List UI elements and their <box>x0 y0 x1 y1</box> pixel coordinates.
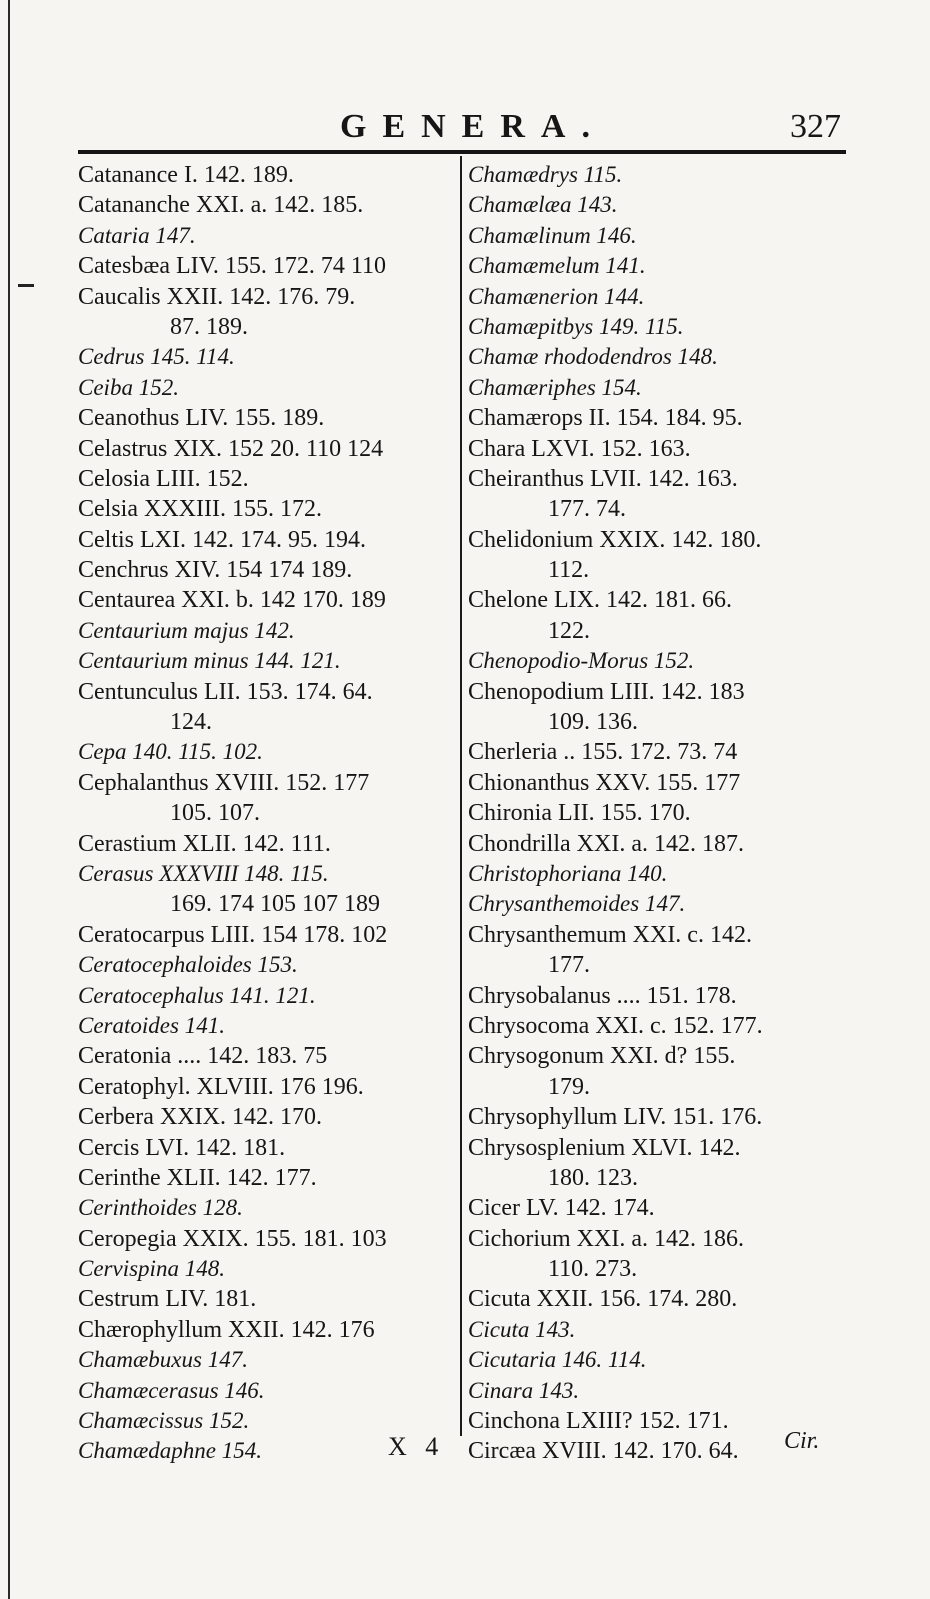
index-entry-continuation: 179. <box>548 1073 590 1100</box>
index-entry: Cenchrus XIV. 154 174 189. <box>78 557 353 584</box>
index-entry: Chamæmelum 141. <box>468 253 646 279</box>
index-entry: Chamædaphne 154. <box>78 1438 262 1464</box>
index-entry: Chamædrys 115. <box>468 162 623 187</box>
index-entry-continuation: 177. <box>548 952 590 979</box>
index-entry: Cherleria .. 155. 172. 73. 74 <box>468 739 738 766</box>
index-entry: Chondrilla XXI. a. 142. 187. <box>468 830 744 857</box>
index-entry: Chrysobalanus .... 151. 178. <box>468 982 737 1009</box>
index-entry: Cephalanthus XVIII. 152. 177 <box>78 769 370 796</box>
page-binding-edge <box>8 0 10 1599</box>
index-entry: Ceratonia .... 142. 183. 75 <box>78 1043 328 1070</box>
index-entry-continuation: 109. 136. <box>548 709 638 736</box>
index-entry: Circæa XVIII. 142. 170. 64. <box>468 1438 739 1465</box>
index-entry: Chamæriphes 154. <box>468 374 642 400</box>
index-entry: Cedrus 145. 114. <box>78 344 235 370</box>
index-entry: Chrysosplenium XLVI. 142. <box>468 1134 741 1161</box>
index-entry: Centaurea XXI. b. 142 170. 189 <box>78 587 386 614</box>
index-entry: Cerinthe XLII. 142. 177. <box>78 1164 317 1191</box>
index-entry: Chrysocoma XXI. c. 152. 177. <box>468 1012 763 1039</box>
index-entry: Caucalis XXII. 142. 176. 79. <box>78 283 356 310</box>
left-column <box>78 160 458 1467</box>
index-entry: Ceropegia XXIX. 155. 181. 103 <box>78 1225 387 1252</box>
index-entry: Chenopodio-Morus 152. <box>468 648 695 674</box>
index-entry: Cicuta XXII. 156. 174. 280. <box>468 1286 738 1313</box>
index-entry: Celosia LIII. 152. <box>78 465 249 492</box>
signature-mark: X 4 <box>388 1432 445 1461</box>
index-entry: Chenopodium LIII. 142. 183 <box>468 678 745 705</box>
index-entry: Cheiranthus LVII. 142. 163. <box>468 465 738 492</box>
index-entry: Cestrum LIV. 181. <box>78 1286 257 1313</box>
index-entry-continuation: 110. 273. <box>548 1256 638 1283</box>
index-entry-continuation: 87. 189. <box>170 313 248 340</box>
catchword: Cir. <box>784 1428 820 1454</box>
index-entry-continuation: 169. 174 105 107 189 <box>170 891 380 918</box>
index-entry: Cicutaria 146. 114. <box>468 1347 647 1373</box>
index-entry-continuation: 122. <box>548 617 590 644</box>
index-entry: Chamælinum 146. <box>468 222 637 248</box>
index-entry: Chrysophyllum LIV. 151. 176. <box>468 1104 763 1131</box>
index-entry: Cerasus XXXVIII 148. 115. <box>78 860 329 886</box>
index-entry: Cerastium XLII. 142. 111. <box>78 830 331 857</box>
index-entry: Ceratocephaloides 153. <box>78 952 298 978</box>
index-entry: Cinchona LXIII? 152. 171. <box>468 1408 729 1435</box>
index-entry: Cerinthoides 128. <box>78 1195 243 1221</box>
running-head: GENERA. <box>340 108 606 145</box>
index-entry: Cicuta 143. <box>468 1316 576 1342</box>
header-rule <box>78 150 846 154</box>
index-entry: Cerbera XXIX. 142. 170. <box>78 1104 322 1131</box>
index-entry: Chamærops II. 154. 184. 95. <box>468 405 743 432</box>
index-entry: Christophoriana 140. <box>468 860 668 886</box>
index-entry: Celastrus XIX. 152 20. 110 124 <box>78 435 384 462</box>
index-entry: Celsia XXXIII. 155. 172. <box>78 496 322 523</box>
index-entry: Chærophyllum XXII. 142. 176 <box>78 1316 375 1343</box>
index-entry: Chrysogonum XXI. d? 155. <box>468 1043 736 1070</box>
index-entry: Chamænerion 144. <box>468 283 645 309</box>
index-entry: Chelone LIX. 142. 181. 66. <box>468 587 732 614</box>
index-entry-continuation: 105. 107. <box>170 800 260 827</box>
index-entry: Ceratophyl. XLVIII. 176 196. <box>78 1073 364 1100</box>
index-entry: Catesbæa LIV. 155. 172. 74 110 <box>78 253 386 280</box>
index-entry: Ceratoides 141. <box>78 1012 225 1038</box>
index-entry: Chamæpitbys 149. 115. <box>468 313 684 339</box>
index-entry: Cinara 143. <box>468 1377 580 1403</box>
index-entry: Chrysanthemum XXI. c. 142. <box>468 921 752 948</box>
index-entry: Chamæcerasus 146. <box>78 1377 265 1403</box>
right-column <box>468 160 848 1467</box>
index-entry: Chelidonium XXIX. 142. 180. <box>468 526 762 553</box>
index-entry: Celtis LXI. 142. 174. 95. 194. <box>78 526 366 553</box>
index-entry: Chironia LII. 155. 170. <box>468 800 691 827</box>
index-entry: Chionanthus XXV. 155. 177 <box>468 769 741 796</box>
index-entry: Chamæbuxus 147. <box>78 1347 248 1373</box>
index-entry: Centaurium minus 144. 121. <box>78 648 341 674</box>
index-entry: Chamæcissus 152. <box>78 1408 250 1434</box>
index-entry: Cataria 147. <box>78 222 196 248</box>
index-entry: Cicer LV. 142. 174. <box>468 1195 655 1222</box>
index-entry: Ceratocarpus LIII. 154 178. 102 <box>78 921 388 948</box>
index-entry: Catanance I. 142. 189. <box>78 162 294 188</box>
index-entry: Cepa 140. 115. 102. <box>78 739 263 765</box>
page-number: 327 <box>790 108 841 145</box>
index-entry: Chrysanthemoides 147. <box>468 891 686 917</box>
index-entry: Chamælæa 143. <box>468 192 618 218</box>
index-entry: Ceiba 152. <box>78 374 179 400</box>
index-entry-continuation: 124. <box>170 709 212 736</box>
index-entry: Cercis LVI. 142. 181. <box>78 1134 286 1161</box>
index-entry: Ceanothus LIV. 155. 189. <box>78 405 325 432</box>
index-entry: Chara LXVI. 152. 163. <box>468 435 691 462</box>
index-entry: Ceratocephalus 141. 121. <box>78 982 316 1008</box>
index-entry: Centaurium majus 142. <box>78 617 295 643</box>
index-entry: Chamæ rhododendros 148. <box>468 344 718 370</box>
margin-mark <box>18 284 34 287</box>
index-entry: Cichorium XXI. a. 142. 186. <box>468 1225 744 1252</box>
index-entry: Centunculus LII. 153. 174. 64. <box>78 678 373 705</box>
index-entry: Cervispina 148. <box>78 1256 225 1282</box>
column-divider <box>460 156 462 1436</box>
index-entry-continuation: 112. <box>548 557 590 584</box>
index-entry: Catananche XXI. a. 142. 185. <box>78 192 364 219</box>
index-entry-continuation: 177. 74. <box>548 496 626 523</box>
index-entry-continuation: 180. 123. <box>548 1164 638 1191</box>
